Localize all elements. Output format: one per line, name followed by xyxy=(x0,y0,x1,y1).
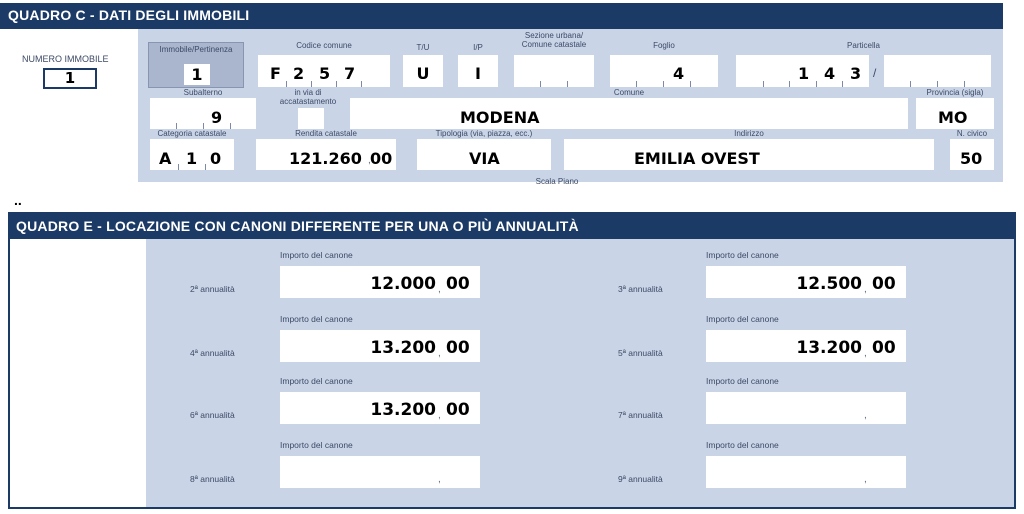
codice-comune-char-4: 7 xyxy=(344,64,356,83)
annualita-label: 2ª annualità xyxy=(190,284,235,294)
particella-char-1: 1 xyxy=(798,64,810,83)
importo-canone-label: Importo del canone xyxy=(280,440,353,450)
quadro-e-header xyxy=(8,212,1016,239)
subalterno-field[interactable] xyxy=(150,98,256,129)
immobile-pertinenza-label: Immobile/Pertinenza xyxy=(159,45,233,54)
importo-canone-field[interactable] xyxy=(280,330,480,362)
rendita-value: 121.260 xyxy=(289,149,362,168)
particella-label: Particella xyxy=(847,41,880,50)
particella-char-2: 4 xyxy=(824,64,836,83)
comune-value: MODENA xyxy=(460,108,540,127)
importo-canone-field[interactable] xyxy=(706,456,906,488)
tu-label: T/U xyxy=(416,43,430,52)
ip-value: I xyxy=(475,64,481,83)
subalterno-value: 9 xyxy=(211,108,223,127)
annualita-label: 9ª annualità xyxy=(618,474,663,484)
importo-canone-field[interactable] xyxy=(280,266,480,298)
decimal-comma: , xyxy=(864,410,867,421)
civico-label: N. civico xyxy=(956,129,988,138)
quadro-e-title: QUADRO E - LOCAZIONE CON CANONI DIFFERENTE PER UNA O PIÙ ANNUALITÀ xyxy=(16,218,579,234)
civico-field[interactable] xyxy=(950,139,994,170)
accatastamento-label-2: accatastamento xyxy=(279,97,337,106)
rendita-label: Rendita catastale xyxy=(295,129,357,138)
indirizzo-label: Indirizzo xyxy=(734,129,764,138)
indirizzo-value: EMILIA OVEST xyxy=(634,149,760,168)
numero-immobile-value: 1 xyxy=(64,69,76,87)
categoria-char-2: 1 xyxy=(186,149,198,168)
provincia-value: MO xyxy=(938,108,968,127)
accatastamento-label-1: in via di xyxy=(294,88,322,97)
importo-canone-label: Importo del canone xyxy=(706,250,779,260)
rendita-comma: , xyxy=(368,155,371,166)
annualita-label: 7ª annualità xyxy=(618,410,663,420)
categoria-char-3: 0 xyxy=(210,149,222,168)
sezione-label-2: Comune catastale xyxy=(521,40,587,49)
particella-char-3: 3 xyxy=(850,64,862,83)
ip-label: I/P xyxy=(473,43,483,52)
importo-canone-dec: 00 xyxy=(446,338,470,358)
ip-field[interactable] xyxy=(458,55,498,87)
accatastamento-checkbox[interactable] xyxy=(298,108,324,129)
sezione-label-1: Sezione urbana/ xyxy=(524,31,584,40)
categoria-char-1: A xyxy=(159,149,172,168)
tipologia-value: VIA xyxy=(469,149,500,168)
annualita-label: 6ª annualità xyxy=(190,410,235,420)
importo-canone-int: 13.200 xyxy=(796,338,862,358)
importo-canone-field[interactable] xyxy=(280,392,480,424)
codice-comune-field[interactable] xyxy=(258,55,390,87)
provincia-label: Provincia (sigla) xyxy=(926,88,984,97)
sezione-field[interactable] xyxy=(514,55,594,87)
importo-canone-label: Importo del canone xyxy=(280,376,353,386)
quadro-e-left-border xyxy=(8,239,10,509)
codice-comune-char-2: 2 xyxy=(293,64,305,83)
importo-canone-label: Importo del canone xyxy=(706,376,779,386)
numero-immobile-field[interactable] xyxy=(43,68,97,89)
particella-separator: / xyxy=(873,66,877,80)
importo-canone-dec: 00 xyxy=(446,400,470,420)
quadro-e-bottom-border xyxy=(8,507,1016,509)
indirizzo-field[interactable] xyxy=(564,139,934,170)
tu-field[interactable] xyxy=(403,55,443,87)
decimal-comma: , xyxy=(864,474,867,485)
immobile-pertinenza-field[interactable] xyxy=(184,64,210,85)
importo-canone-int: 12.500 xyxy=(796,274,862,294)
cut-off-label: Scala Piano xyxy=(535,177,579,186)
tipologia-field[interactable] xyxy=(417,139,551,170)
decimal-comma: , xyxy=(438,348,441,359)
importo-canone-label: Importo del canone xyxy=(706,314,779,324)
codice-comune-char-3: 5 xyxy=(319,64,331,83)
annualita-label: 4ª annualità xyxy=(190,348,235,358)
importo-canone-field[interactable] xyxy=(706,266,906,298)
foglio-field[interactable] xyxy=(610,55,718,87)
particella-field[interactable] xyxy=(736,55,869,87)
tipologia-label: Tipologia (via, piazza, ecc.) xyxy=(435,129,533,138)
foglio-label: Foglio xyxy=(653,41,675,50)
annualita-label: 8ª annualità xyxy=(190,474,235,484)
provincia-field[interactable] xyxy=(916,98,994,129)
importo-canone-dec: 00 xyxy=(872,274,896,294)
comune-label: Comune xyxy=(613,88,645,97)
importo-canone-label: Importo del canone xyxy=(280,314,353,324)
importo-canone-field[interactable] xyxy=(706,392,906,424)
decimal-comma: , xyxy=(864,284,867,295)
decimal-comma: , xyxy=(864,348,867,359)
subalterno-label: Subalterno xyxy=(183,88,223,97)
annualita-label: 3ª annualità xyxy=(618,284,663,294)
foglio-value: 4 xyxy=(673,64,685,83)
importo-canone-label: Importo del canone xyxy=(706,440,779,450)
codice-comune-label: Codice comune xyxy=(296,41,352,50)
tu-value: U xyxy=(416,64,430,83)
comune-field[interactable] xyxy=(350,98,908,129)
separator-dots: .. xyxy=(14,192,22,208)
importo-canone-int: 13.200 xyxy=(370,338,436,358)
quadro-e-right-border xyxy=(1014,239,1016,509)
decimal-comma: , xyxy=(438,474,441,485)
rendita-field[interactable] xyxy=(256,139,396,170)
numero-immobile-label: NUMERO IMMOBILE xyxy=(22,54,109,64)
quadro-c-title: QUADRO C - DATI DEGLI IMMOBILI xyxy=(8,7,250,23)
importo-canone-field[interactable] xyxy=(706,330,906,362)
rendita-decimals: 00 xyxy=(370,149,393,168)
particella-denominatore-field[interactable] xyxy=(884,55,991,87)
importo-canone-dec: 00 xyxy=(872,338,896,358)
importo-canone-int: 13.200 xyxy=(370,400,436,420)
categoria-label: Categoria catastale xyxy=(157,129,227,138)
importo-canone-dec: 00 xyxy=(446,274,470,294)
importo-canone-int: 12.000 xyxy=(370,274,436,294)
importo-canone-label: Importo del canone xyxy=(280,250,353,260)
immobile-pertinenza-value: 1 xyxy=(191,65,203,84)
decimal-comma: , xyxy=(438,284,441,295)
codice-comune-char-1: F xyxy=(270,64,281,83)
importo-canone-field[interactable] xyxy=(280,456,480,488)
categoria-field[interactable] xyxy=(150,139,234,170)
quadro-c-header xyxy=(0,3,1003,27)
decimal-comma: , xyxy=(438,410,441,421)
annualita-label: 5ª annualità xyxy=(618,348,663,358)
civico-value: 50 xyxy=(960,149,983,168)
